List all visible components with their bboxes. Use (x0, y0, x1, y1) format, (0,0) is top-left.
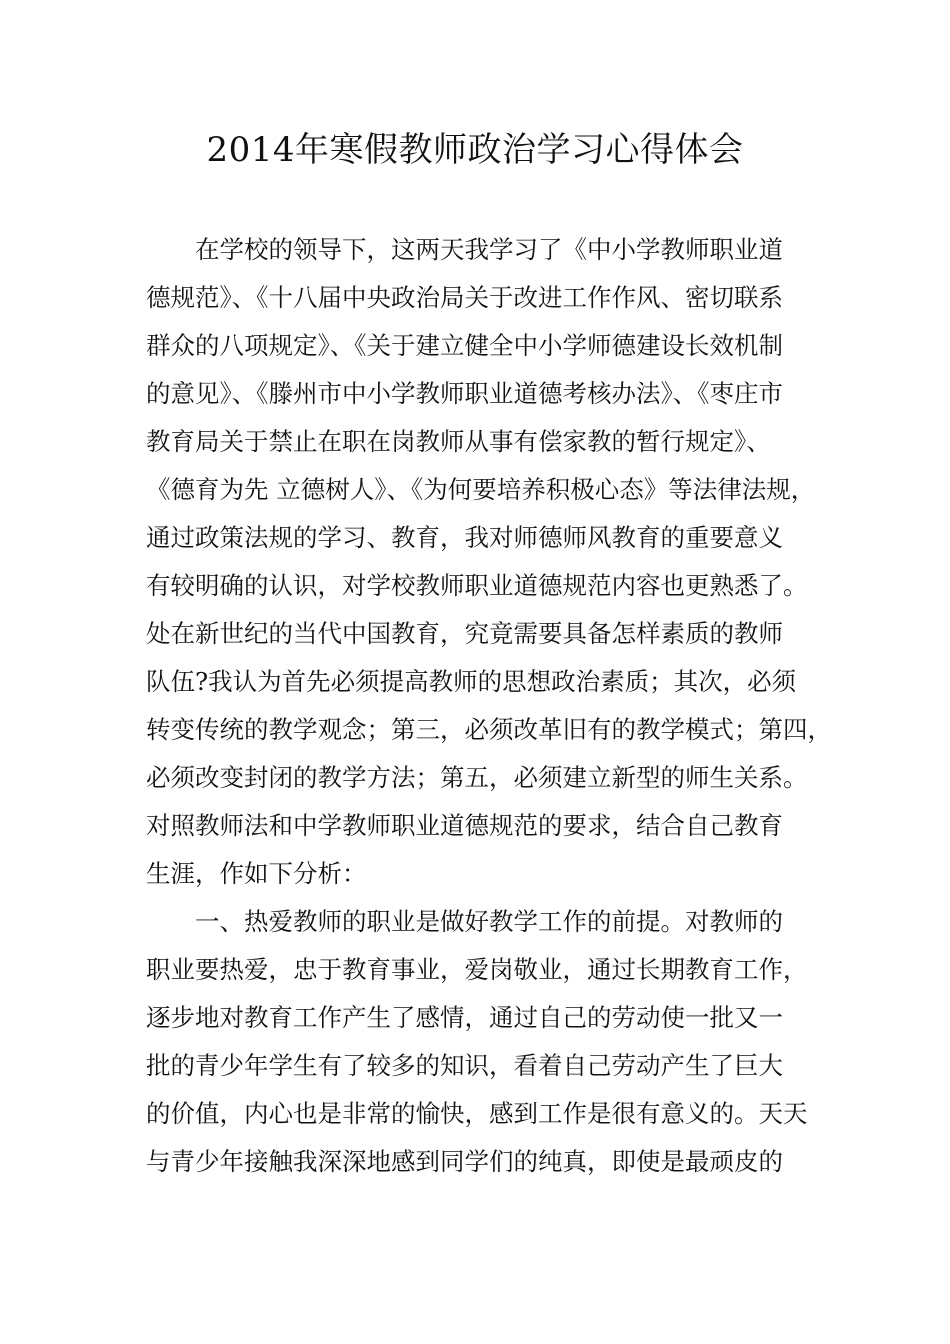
paragraph-1-line-3: 群众的八项规定》、《关于建立健全中小学师德建设长效机制 (146, 331, 783, 360)
paragraph-1-line-10: 队伍?我认为首先必须提高教师的思想政治素质；其次，必须 (146, 667, 797, 696)
document-title: 2014年寒假教师政治学习心得体会 (206, 130, 744, 170)
paragraph-1-line-14: 生涯，作如下分析： (146, 859, 367, 888)
paragraph-2-line-2: 职业要热爱，忠于教育事业，爱岗敬业，通过长期教育工作， (146, 955, 808, 984)
paragraph-1-line-7: 通过政策法规的学习、教育，我对师德师风教育的重要意义 (146, 523, 783, 552)
paragraph-1-line-11: 转变传统的教学观念；第三，必须改革旧有的教学模式；第四， (146, 715, 832, 744)
paragraph-1-line-12: 必须改变封闭的教学方法；第五，必须建立新型的师生关系。 (146, 763, 808, 792)
paragraph-2-line-5: 的价值，内心也是非常的愉快，感到工作是很有意义的。天天 (146, 1099, 808, 1128)
paragraph-2-line-1: 一、热爱教师的职业是做好教学工作的前提。对教师的 (195, 907, 783, 936)
paragraph-1-line-2: 德规范》、《十八届中央政治局关于改进工作作风、密切联系 (146, 283, 783, 312)
document-body (146, 226, 832, 1186)
paragraph-1-line-8: 有较明确的认识，对学校教师职业道德规范内容也更熟悉了。 (146, 571, 808, 600)
paragraph-2-line-4: 批的青少年学生有了较多的知识，看着自己劳动产生了巨大 (146, 1051, 783, 1080)
paragraph-1-line-1: 在学校的领导下，这两天我学习了《中小学教师职业道 (195, 235, 783, 264)
paragraph-1-line-6: 《德育为先 立德树人》、《为何要培养积极心态》等法律法规， (146, 475, 816, 504)
paragraph-1-line-4: 的意见》、《滕州市中小学教师职业道德考核办法》、《枣庄市 (146, 379, 783, 408)
paragraph-1-line-5: 教育局关于禁止在职在岗教师从事有偿家教的暂行规定》、 (146, 427, 771, 456)
paragraph-2-line-3: 逐步地对教育工作产生了感情，通过自己的劳动使一批又一 (146, 1003, 783, 1032)
paragraph-1-line-9: 处在新世纪的当代中国教育，究竟需要具备怎样素质的教师 (146, 619, 783, 648)
paragraph-1-line-13: 对照教师法和中学教师职业道德规范的要求，结合自己教育 (146, 811, 783, 840)
paragraph-2-line-6: 与青少年接触我深深地感到同学们的纯真，即使是最顽皮的 (146, 1147, 783, 1176)
